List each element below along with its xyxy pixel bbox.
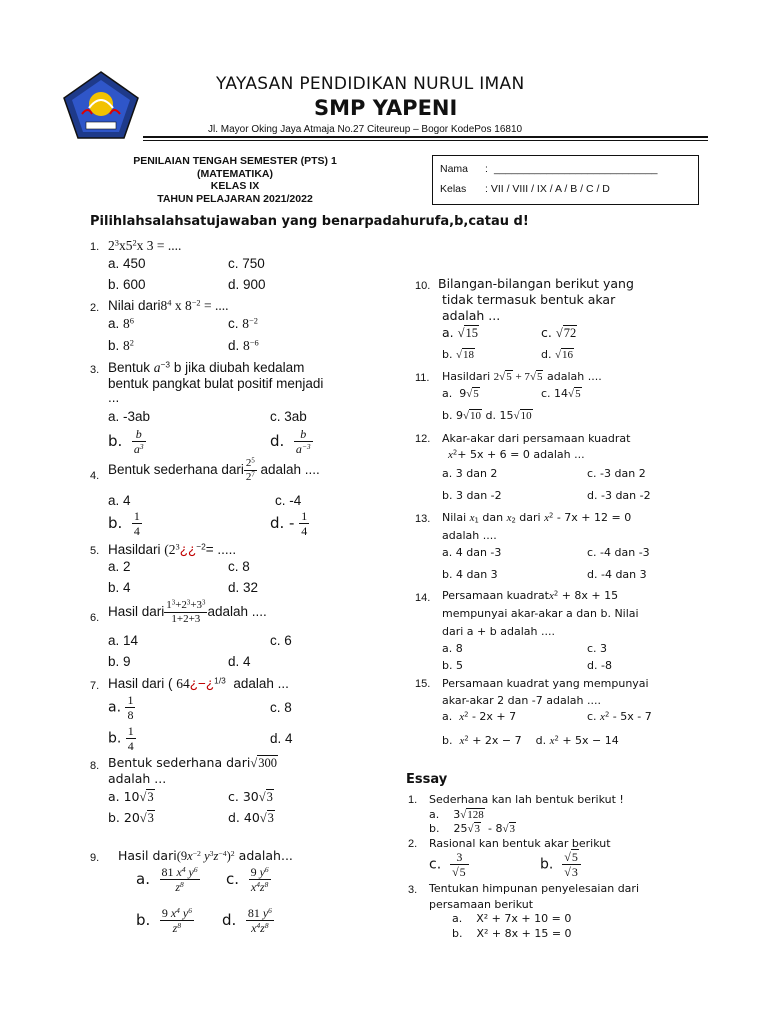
essay-number: 1. xyxy=(408,794,418,806)
option[interactable]: d. -8 xyxy=(587,659,612,672)
option[interactable]: c. $\frac{9 y^6}{x^4z^8}$ xyxy=(226,864,269,894)
exam-title-line2: (MATEMATIKA) xyxy=(196,167,273,180)
essay-1a: a. 3√128 xyxy=(429,808,484,821)
essay-3-line2: persamaan berikut xyxy=(429,898,534,911)
question-number: 12. xyxy=(415,433,431,445)
question-14-line3: dari a + b adalah .... xyxy=(442,625,555,638)
option[interactable]: d. -3 dan -2 xyxy=(587,489,651,502)
exam-class: KELAS IX xyxy=(210,180,260,192)
question-number: 9. xyxy=(90,852,100,864)
question-3-text: b jika diubah kedalam xyxy=(173,360,305,375)
option[interactable]: d. $\frac{81 y^6}{x^4z^8}$ xyxy=(222,905,272,935)
question-3-line1: Bentuk $a^{-3}$ b jika diubah kedalam xyxy=(108,359,305,375)
option[interactable]: c. 6 xyxy=(270,633,292,648)
essay-3b-eq: X² + 8x + 15 = 0 xyxy=(476,927,572,940)
option[interactable]: a. 9√5 xyxy=(442,387,479,400)
question-7-lead: Hasil dari ( xyxy=(108,676,173,691)
option[interactable]: b. $\frac{b}{a^3}$ xyxy=(108,427,144,456)
name-separator: : xyxy=(485,163,488,175)
option[interactable]: b. 9 xyxy=(108,654,131,669)
question-9-tail: adalah... xyxy=(238,848,293,863)
question-3-line3: ... xyxy=(108,390,120,405)
question-11-tail: adalah .... xyxy=(546,370,602,383)
option[interactable]: a. 8 xyxy=(442,642,463,655)
question-14-line2: mempunyai akar-akar a dan b. Nilai xyxy=(442,607,639,620)
question-10-line2: tidak termasuk bentuk akar xyxy=(442,292,616,307)
option[interactable]: c. 14√5 xyxy=(541,387,581,400)
question-12-text: + 5x + 6 = 0 adalah ... xyxy=(457,448,585,461)
option[interactable]: c. -3 dan 2 xyxy=(587,467,646,480)
question-8-line2: adalah ... xyxy=(108,771,167,786)
question-6-lead: Hasil dari xyxy=(108,604,165,620)
question-15-line1: Persamaan kuadrat yang mempunyai xyxy=(442,677,649,690)
question-number: 10. xyxy=(415,280,431,292)
option[interactable]: a. 450 xyxy=(108,256,146,271)
question-3-line2: bentuk pangkat bulat positif menjadi xyxy=(108,376,324,391)
header-rule xyxy=(143,136,708,138)
option[interactable]: c. 3ab xyxy=(270,409,307,424)
question-4-lead: Bentuk sederhana dari xyxy=(108,462,244,478)
essay-number: 3. xyxy=(408,884,418,896)
option[interactable]: d. √16 xyxy=(541,348,574,361)
option[interactable]: d. 4 xyxy=(270,731,293,746)
foundation-name: YAYASAN PENDIDIKAN NURUL IMAN xyxy=(216,74,525,94)
option[interactable]: a. $\frac{1}{8}$ xyxy=(108,693,134,722)
option[interactable]: b. 600 xyxy=(108,277,146,292)
question-8-text: Bentuk sederhana dari√300 xyxy=(108,755,277,770)
option[interactable]: b. $\frac{1}{4}$ xyxy=(108,509,140,538)
option[interactable]: d. $8^{-6}$ xyxy=(228,338,259,353)
question-13-text: Nilai $x_1$ dan $x_2$ dari $x^2 - 7x + 12 = 0$ xyxy=(442,511,632,525)
option[interactable]: b. $8^2$ xyxy=(108,338,134,353)
question-9-text: Hasil $dari(9x^{-2}$ $y^3z^{-4})^2$ adalah... xyxy=(118,848,293,863)
option[interactable]: c. 3 xyxy=(587,642,608,655)
name-label: Nama xyxy=(440,163,469,175)
exam-title-line1: PENILAIAN TENGAH SEMESTER (PTS) 1 xyxy=(133,155,337,167)
question-2-lead: Nilai dari xyxy=(108,298,161,313)
class-label: Kelas xyxy=(440,183,467,195)
option[interactable]: b. 5 xyxy=(442,659,463,672)
question-number: 5. xyxy=(90,545,100,557)
question-10-line1: Bilangan-bilangan berikut yang xyxy=(438,276,634,291)
option[interactable]: b. √18 xyxy=(442,348,475,361)
option[interactable]: d. 40√3 xyxy=(228,810,274,825)
essay-2-text: Rasional kan bentuk akar berikut xyxy=(429,837,611,850)
exam-year: TAHUN PELAJARAN 2021/2022 xyxy=(157,192,313,205)
question-7-tail: adalah ... xyxy=(233,676,289,691)
essay-heading: Essay xyxy=(406,772,448,787)
name-field[interactable]: ____________________________ xyxy=(494,163,658,175)
option[interactable]: a. $x^2 - 2x + 7$ xyxy=(442,710,517,723)
header-rule-thin xyxy=(143,140,708,141)
question-6-text: Hasil dari $\frac{1^3+2^3+3^3}{1+2+3}$ adalah .... xyxy=(108,599,267,625)
option[interactable]: b. 3 dan -2 xyxy=(442,489,502,502)
question-number: 14. xyxy=(415,592,431,604)
question-14-expr: + 8x + 15 xyxy=(561,589,619,602)
option[interactable]: d. 4 xyxy=(228,654,251,669)
question-6-tail: adalah .... xyxy=(207,604,267,620)
question-12-line2: $x^2+ 5x + 6 = 0$ adalah ... xyxy=(448,448,585,461)
option[interactable]: a. 10√3 xyxy=(108,789,154,804)
essay-3a: a. X² + 7x + 10 = 0 xyxy=(452,912,572,925)
question-1-expression: $2^3x5^2x$ 3 = .... xyxy=(108,238,182,253)
option[interactable]: a. $8^6$ xyxy=(108,316,134,331)
option[interactable]: b. 4 xyxy=(108,580,131,595)
option[interactable]: a. $\frac{81 x^4 y^6}{z^8}$ xyxy=(136,864,198,894)
option[interactable]: c. $8^{-2}$ xyxy=(228,316,258,331)
option[interactable]: a. 14 xyxy=(108,633,139,648)
option[interactable]: c. 30√3 xyxy=(228,789,273,804)
option[interactable]: a. 4 xyxy=(108,493,131,508)
option[interactable]: c. 8 xyxy=(270,700,292,715)
option[interactable]: b. 20√3 xyxy=(108,810,154,825)
option[interactable]: a. √15 xyxy=(442,325,478,340)
essay-1b: b. 25√3 - 8√3 xyxy=(429,822,516,835)
question-15-line2: akar-akar 2 dan -7 adalah .... xyxy=(442,694,601,707)
question-9-lead: Hasil dari xyxy=(118,848,177,863)
option[interactable]: a. -3ab xyxy=(108,409,151,424)
essay-3a-eq: X² + 7x + 10 = 0 xyxy=(476,912,572,925)
question-number: 13. xyxy=(415,513,431,525)
class-options[interactable]: : VII / VIII / IX / A / B / C / D xyxy=(485,183,610,195)
essay-2b: b. $\frac{√5}{√3}$ xyxy=(540,851,581,878)
option[interactable]: b. 4 dan 3 xyxy=(442,568,498,581)
question-10-line3: adalah ... xyxy=(442,308,501,323)
question-8-lead: Bentuk sederhana dari xyxy=(108,755,251,770)
essay-2a: c. $\frac{3}{√5}$ xyxy=(429,851,469,878)
option[interactable]: b. $x^2 + 2x - 7$ d. $x^2 + 5x - 14$ xyxy=(442,734,619,747)
question-4-tail: adalah .... xyxy=(260,462,320,478)
question-14-lead: Persamaan kuadrat xyxy=(442,589,549,602)
question-11-text: Hasildari 2√5 + 7√5 adalah .... xyxy=(442,370,602,383)
option[interactable]: a. 2 xyxy=(108,559,131,574)
option[interactable]: c. $x^2 - 5x - 7$ xyxy=(587,710,652,723)
question-number: 1. xyxy=(90,241,100,253)
option[interactable]: c. -4 xyxy=(275,493,302,508)
essay-3-line1: Tentukan himpunan penyelesaian dari xyxy=(429,882,639,895)
question-5-lead: Hasildari xyxy=(108,542,161,557)
question-14-line1: Persamaan kuadratx$^2$ + 8x + 15 xyxy=(442,589,619,602)
question-number: 4. xyxy=(90,470,100,482)
option[interactable]: b. $\frac{1}{4}$ xyxy=(108,724,134,753)
question-13-line2: adalah .... xyxy=(442,529,497,542)
question-13-lead: Nilai xyxy=(442,511,467,524)
essay-3b: b. X² + 8x + 15 = 0 xyxy=(452,927,572,940)
option[interactable]: d. $\frac{b}{a^{-3}}$ xyxy=(270,427,311,456)
question-4-text: Bentuk sederhana dari $\frac{2^5}{2^7}$ adalah .... xyxy=(108,457,320,483)
question-7-text: Hasil dari ( 64¿−¿$^{1/3}$ adalah ... xyxy=(108,675,289,691)
option[interactable]: d. 900 xyxy=(228,277,266,292)
question-number: 8. xyxy=(90,760,100,772)
essay-1-text: Sederhana kan lah bentuk berikut ! xyxy=(429,793,624,806)
question-2-text: Nilai $dari8^4$ x $8^{-2}$ = .... xyxy=(108,298,229,313)
question-12-line1: Akar-akar dari persamaan kuadrat xyxy=(442,432,631,445)
question-5-text: Hasildari ($2^3¿¿^{-2}=$ ..... xyxy=(108,541,237,557)
school-address: Jl. Mayor Oking Jaya Atmaja No.27 Citeureup – Bogor KodePos 16810 xyxy=(208,124,523,135)
option[interactable]: d. - $\frac{1}{4}$ xyxy=(270,509,308,538)
option[interactable]: c. 8 xyxy=(228,559,250,574)
option[interactable]: a. 3 dan 2 xyxy=(442,467,498,480)
option[interactable]: a. 4 dan -3 xyxy=(442,546,502,559)
option[interactable]: d. -4 dan 3 xyxy=(587,568,647,581)
option[interactable]: c. -4 dan -3 xyxy=(587,546,650,559)
question-11-lead: Hasildari xyxy=(442,370,491,383)
question-number: 7. xyxy=(90,680,100,692)
option[interactable]: c. 750 xyxy=(228,256,265,271)
instruction: Pilihlahsalahsatujawaban yang benarpadahurufa,b,catau d! xyxy=(90,214,529,229)
option[interactable]: b. 9√10 d. 15√10 xyxy=(442,409,532,422)
question-number: 2. xyxy=(90,302,100,314)
school-logo xyxy=(62,70,140,140)
option[interactable]: d. 32 xyxy=(228,580,259,595)
question-number: 15. xyxy=(415,678,431,690)
option[interactable]: c. √72 xyxy=(541,325,577,340)
question-number: 11. xyxy=(415,372,430,384)
essay-number: 2. xyxy=(408,838,418,850)
exam-title xyxy=(120,155,350,205)
question-number: 6. xyxy=(90,612,100,624)
school-name: SMP YAPENI xyxy=(314,96,458,120)
option[interactable]: b. $\frac{9 x^4 y^6}{z^8}$ xyxy=(136,905,192,935)
question-number: 3. xyxy=(90,364,100,376)
